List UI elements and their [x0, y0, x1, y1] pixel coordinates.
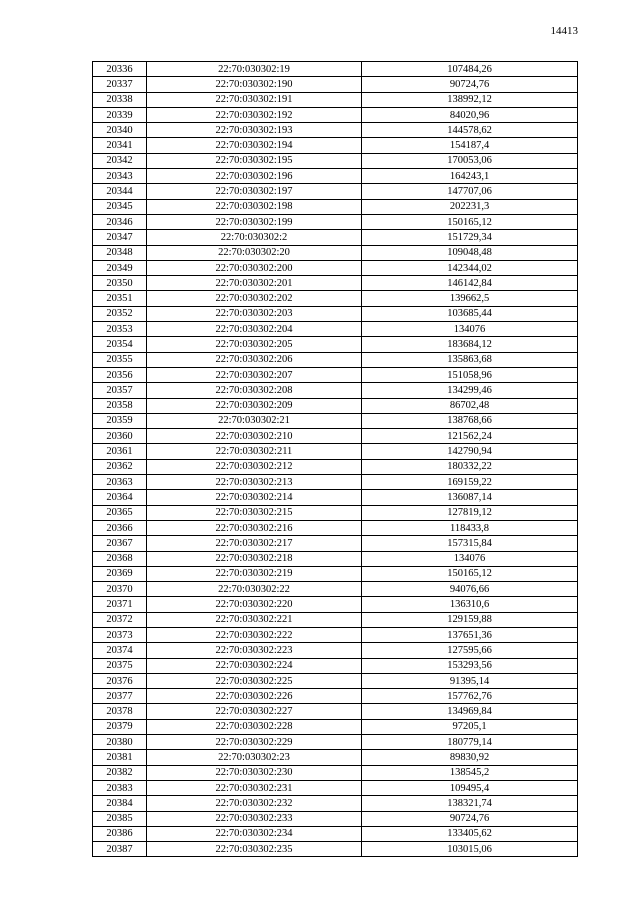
- table-row: [93, 505, 578, 520]
- table-row: [93, 842, 578, 857]
- cadastral-number-cell: 22:70:030302:193: [147, 123, 362, 138]
- row-number-cell: 20365: [93, 505, 147, 520]
- table-row: [93, 673, 578, 688]
- cadastral-number-cell: 22:70:030302:194: [147, 138, 362, 153]
- row-number-cell: 20384: [93, 796, 147, 811]
- table-row: [93, 169, 578, 184]
- table-row: [93, 77, 578, 92]
- table-row: [93, 520, 578, 535]
- value-cell: 97205,1: [362, 719, 578, 734]
- value-cell: 84020,96: [362, 107, 578, 122]
- value-cell: 109048,48: [362, 245, 578, 260]
- cadastral-number-cell: 22:70:030302:197: [147, 184, 362, 199]
- cadastral-number-cell: 22:70:030302:199: [147, 214, 362, 229]
- row-number-cell: 20379: [93, 719, 147, 734]
- row-number-cell: 20375: [93, 658, 147, 673]
- value-cell: 103685,44: [362, 306, 578, 321]
- value-cell: 150165,12: [362, 566, 578, 581]
- cadastral-value-table: [92, 61, 578, 857]
- row-number-cell: 20357: [93, 383, 147, 398]
- value-cell: 180779,14: [362, 735, 578, 750]
- cadastral-number-cell: 22:70:030302:208: [147, 383, 362, 398]
- row-number-cell: 20383: [93, 780, 147, 795]
- value-cell: 169159,22: [362, 475, 578, 490]
- table-row: [93, 780, 578, 795]
- cadastral-number-cell: 22:70:030302:196: [147, 169, 362, 184]
- table-row: [93, 796, 578, 811]
- value-cell: 127819,12: [362, 505, 578, 520]
- row-number-cell: 20359: [93, 413, 147, 428]
- table-row: [93, 597, 578, 612]
- value-cell: 90724,76: [362, 811, 578, 826]
- cadastral-number-cell: 22:70:030302:231: [147, 780, 362, 795]
- row-number-cell: 20381: [93, 750, 147, 765]
- row-number-cell: 20380: [93, 735, 147, 750]
- table-row: [93, 383, 578, 398]
- table-row: [93, 123, 578, 138]
- cadastral-number-cell: 22:70:030302:217: [147, 536, 362, 551]
- value-cell: 151058,96: [362, 367, 578, 382]
- value-cell: 134969,84: [362, 704, 578, 719]
- table-row: [93, 459, 578, 474]
- row-number-cell: 20355: [93, 352, 147, 367]
- value-cell: 202231,3: [362, 199, 578, 214]
- row-number-cell: 20377: [93, 689, 147, 704]
- table-row: [93, 367, 578, 382]
- value-cell: 136087,14: [362, 490, 578, 505]
- row-number-cell: 20369: [93, 566, 147, 581]
- cadastral-number-cell: 22:70:030302:210: [147, 429, 362, 444]
- table-row: [93, 689, 578, 704]
- row-number-cell: 20387: [93, 842, 147, 857]
- cadastral-number-cell: 22:70:030302:191: [147, 92, 362, 107]
- row-number-cell: 20345: [93, 199, 147, 214]
- value-cell: 138768,66: [362, 413, 578, 428]
- row-number-cell: 20373: [93, 627, 147, 642]
- table-row: [93, 750, 578, 765]
- value-cell: 86702,48: [362, 398, 578, 413]
- table-row: [93, 566, 578, 581]
- table-row: [93, 490, 578, 505]
- row-number-cell: 20368: [93, 551, 147, 566]
- cadastral-number-cell: 22:70:030302:206: [147, 352, 362, 367]
- cadastral-number-cell: 22:70:030302:195: [147, 153, 362, 168]
- value-cell: 134076: [362, 551, 578, 566]
- table-row: [93, 276, 578, 291]
- row-number-cell: 20367: [93, 536, 147, 551]
- cadastral-number-cell: 22:70:030302:22: [147, 582, 362, 597]
- table-row: [93, 260, 578, 275]
- cadastral-number-cell: 22:70:030302:203: [147, 306, 362, 321]
- value-cell: 129159,88: [362, 612, 578, 627]
- table-row: [93, 413, 578, 428]
- value-cell: 90724,76: [362, 77, 578, 92]
- row-number-cell: 20362: [93, 459, 147, 474]
- cadastral-number-cell: 22:70:030302:205: [147, 337, 362, 352]
- value-cell: 151729,34: [362, 230, 578, 245]
- row-number-cell: 20360: [93, 429, 147, 444]
- row-number-cell: 20342: [93, 153, 147, 168]
- cadastral-number-cell: 22:70:030302:214: [147, 490, 362, 505]
- cadastral-number-cell: 22:70:030302:202: [147, 291, 362, 306]
- cadastral-number-cell: 22:70:030302:216: [147, 520, 362, 535]
- value-cell: 136310,6: [362, 597, 578, 612]
- row-number-cell: 20347: [93, 230, 147, 245]
- row-number-cell: 20350: [93, 276, 147, 291]
- row-number-cell: 20337: [93, 77, 147, 92]
- value-cell: 134076: [362, 322, 578, 337]
- row-number-cell: 20339: [93, 107, 147, 122]
- value-cell: 146142,84: [362, 276, 578, 291]
- value-cell: 89830,92: [362, 750, 578, 765]
- row-number-cell: 20382: [93, 765, 147, 780]
- value-cell: 180332,22: [362, 459, 578, 474]
- value-cell: 142344,02: [362, 260, 578, 275]
- row-number-cell: 20363: [93, 475, 147, 490]
- value-cell: 164243,1: [362, 169, 578, 184]
- table-body: [93, 62, 578, 857]
- cadastral-number-cell: 22:70:030302:233: [147, 811, 362, 826]
- row-number-cell: 20378: [93, 704, 147, 719]
- table-row: [93, 337, 578, 352]
- value-cell: 134299,46: [362, 383, 578, 398]
- cadastral-number-cell: 22:70:030302:198: [147, 199, 362, 214]
- cadastral-number-cell: 22:70:030302:219: [147, 566, 362, 581]
- table-row: [93, 612, 578, 627]
- row-number-cell: 20371: [93, 597, 147, 612]
- row-number-cell: 20343: [93, 169, 147, 184]
- row-number-cell: 20356: [93, 367, 147, 382]
- row-number-cell: 20386: [93, 826, 147, 841]
- row-number-cell: 20344: [93, 184, 147, 199]
- row-number-cell: 20341: [93, 138, 147, 153]
- value-cell: 157762,76: [362, 689, 578, 704]
- value-cell: 157315,84: [362, 536, 578, 551]
- cadastral-number-cell: 22:70:030302:2: [147, 230, 362, 245]
- table-row: [93, 199, 578, 214]
- row-number-cell: 20376: [93, 673, 147, 688]
- row-number-cell: 20338: [93, 92, 147, 107]
- cadastral-number-cell: 22:70:030302:190: [147, 77, 362, 92]
- row-number-cell: 20348: [93, 245, 147, 260]
- value-cell: 144578,62: [362, 123, 578, 138]
- table-row: [93, 429, 578, 444]
- table-row: [93, 245, 578, 260]
- cadastral-number-cell: 22:70:030302:223: [147, 643, 362, 658]
- value-cell: 137651,36: [362, 627, 578, 642]
- page-number: 14413: [550, 25, 578, 37]
- table-row: [93, 826, 578, 841]
- value-cell: 170053,06: [362, 153, 578, 168]
- value-cell: 138992,12: [362, 92, 578, 107]
- table-row: [93, 811, 578, 826]
- row-number-cell: 20364: [93, 490, 147, 505]
- value-cell: 138545,2: [362, 765, 578, 780]
- row-number-cell: 20352: [93, 306, 147, 321]
- row-number-cell: 20353: [93, 322, 147, 337]
- table-row: [93, 719, 578, 734]
- cadastral-number-cell: 22:70:030302:224: [147, 658, 362, 673]
- row-number-cell: 20336: [93, 62, 147, 77]
- table-row: [93, 444, 578, 459]
- row-number-cell: 20385: [93, 811, 147, 826]
- value-cell: 94076,66: [362, 582, 578, 597]
- cadastral-number-cell: 22:70:030302:212: [147, 459, 362, 474]
- value-cell: 150165,12: [362, 214, 578, 229]
- table-row: [93, 475, 578, 490]
- row-number-cell: 20349: [93, 260, 147, 275]
- table-row: [93, 322, 578, 337]
- value-cell: 147707,06: [362, 184, 578, 199]
- table-row: [93, 704, 578, 719]
- table-row: [93, 230, 578, 245]
- row-number-cell: 20366: [93, 520, 147, 535]
- cadastral-number-cell: 22:70:030302:229: [147, 735, 362, 750]
- cadastral-number-cell: 22:70:030302:226: [147, 689, 362, 704]
- row-number-cell: 20354: [93, 337, 147, 352]
- cadastral-number-cell: 22:70:030302:227: [147, 704, 362, 719]
- cadastral-number-cell: 22:70:030302:215: [147, 505, 362, 520]
- cadastral-number-cell: 22:70:030302:234: [147, 826, 362, 841]
- table-row: [93, 551, 578, 566]
- table-row: [93, 62, 578, 77]
- cadastral-number-cell: 22:70:030302:230: [147, 765, 362, 780]
- value-cell: 139662,5: [362, 291, 578, 306]
- row-number-cell: 20340: [93, 123, 147, 138]
- cadastral-number-cell: 22:70:030302:192: [147, 107, 362, 122]
- cadastral-number-cell: 22:70:030302:213: [147, 475, 362, 490]
- cadastral-number-cell: 22:70:030302:228: [147, 719, 362, 734]
- table-row: [93, 291, 578, 306]
- table-row: [93, 138, 578, 153]
- value-cell: 142790,94: [362, 444, 578, 459]
- value-cell: 127595,66: [362, 643, 578, 658]
- row-number-cell: 20351: [93, 291, 147, 306]
- cadastral-number-cell: 22:70:030302:200: [147, 260, 362, 275]
- table-row: [93, 92, 578, 107]
- table-row: [93, 536, 578, 551]
- table-row: [93, 352, 578, 367]
- cadastral-number-cell: 22:70:030302:225: [147, 673, 362, 688]
- value-cell: 109495,4: [362, 780, 578, 795]
- cadastral-number-cell: 22:70:030302:209: [147, 398, 362, 413]
- table-row: [93, 765, 578, 780]
- value-cell: 107484,26: [362, 62, 578, 77]
- value-cell: 154187,4: [362, 138, 578, 153]
- cadastral-number-cell: 22:70:030302:211: [147, 444, 362, 459]
- row-number-cell: 20358: [93, 398, 147, 413]
- row-number-cell: 20361: [93, 444, 147, 459]
- table-row: [93, 306, 578, 321]
- table-row: [93, 153, 578, 168]
- table-row: [93, 735, 578, 750]
- value-cell: 118433,8: [362, 520, 578, 535]
- cadastral-number-cell: 22:70:030302:221: [147, 612, 362, 627]
- cadastral-number-cell: 22:70:030302:204: [147, 322, 362, 337]
- cadastral-number-cell: 22:70:030302:201: [147, 276, 362, 291]
- row-number-cell: 20346: [93, 214, 147, 229]
- value-cell: 133405,62: [362, 826, 578, 841]
- cadastral-number-cell: 22:70:030302:235: [147, 842, 362, 857]
- cadastral-number-cell: 22:70:030302:218: [147, 551, 362, 566]
- table-row: [93, 627, 578, 642]
- cadastral-number-cell: 22:70:030302:23: [147, 750, 362, 765]
- value-cell: 135863,68: [362, 352, 578, 367]
- value-cell: 183684,12: [362, 337, 578, 352]
- cadastral-number-cell: 22:70:030302:220: [147, 597, 362, 612]
- cadastral-number-cell: 22:70:030302:222: [147, 627, 362, 642]
- cadastral-number-cell: 22:70:030302:21: [147, 413, 362, 428]
- row-number-cell: 20372: [93, 612, 147, 627]
- value-cell: 91395,14: [362, 673, 578, 688]
- value-cell: 138321,74: [362, 796, 578, 811]
- table-row: [93, 398, 578, 413]
- cadastral-number-cell: 22:70:030302:20: [147, 245, 362, 260]
- table-row: [93, 658, 578, 673]
- table-row: [93, 643, 578, 658]
- cadastral-number-cell: 22:70:030302:232: [147, 796, 362, 811]
- cadastral-number-cell: 22:70:030302:19: [147, 62, 362, 77]
- cadastral-number-cell: 22:70:030302:207: [147, 367, 362, 382]
- value-cell: 153293,56: [362, 658, 578, 673]
- value-cell: 121562,24: [362, 429, 578, 444]
- row-number-cell: 20370: [93, 582, 147, 597]
- row-number-cell: 20374: [93, 643, 147, 658]
- table-row: [93, 582, 578, 597]
- value-cell: 103015,06: [362, 842, 578, 857]
- table-row: [93, 184, 578, 199]
- table-row: [93, 107, 578, 122]
- table-row: [93, 214, 578, 229]
